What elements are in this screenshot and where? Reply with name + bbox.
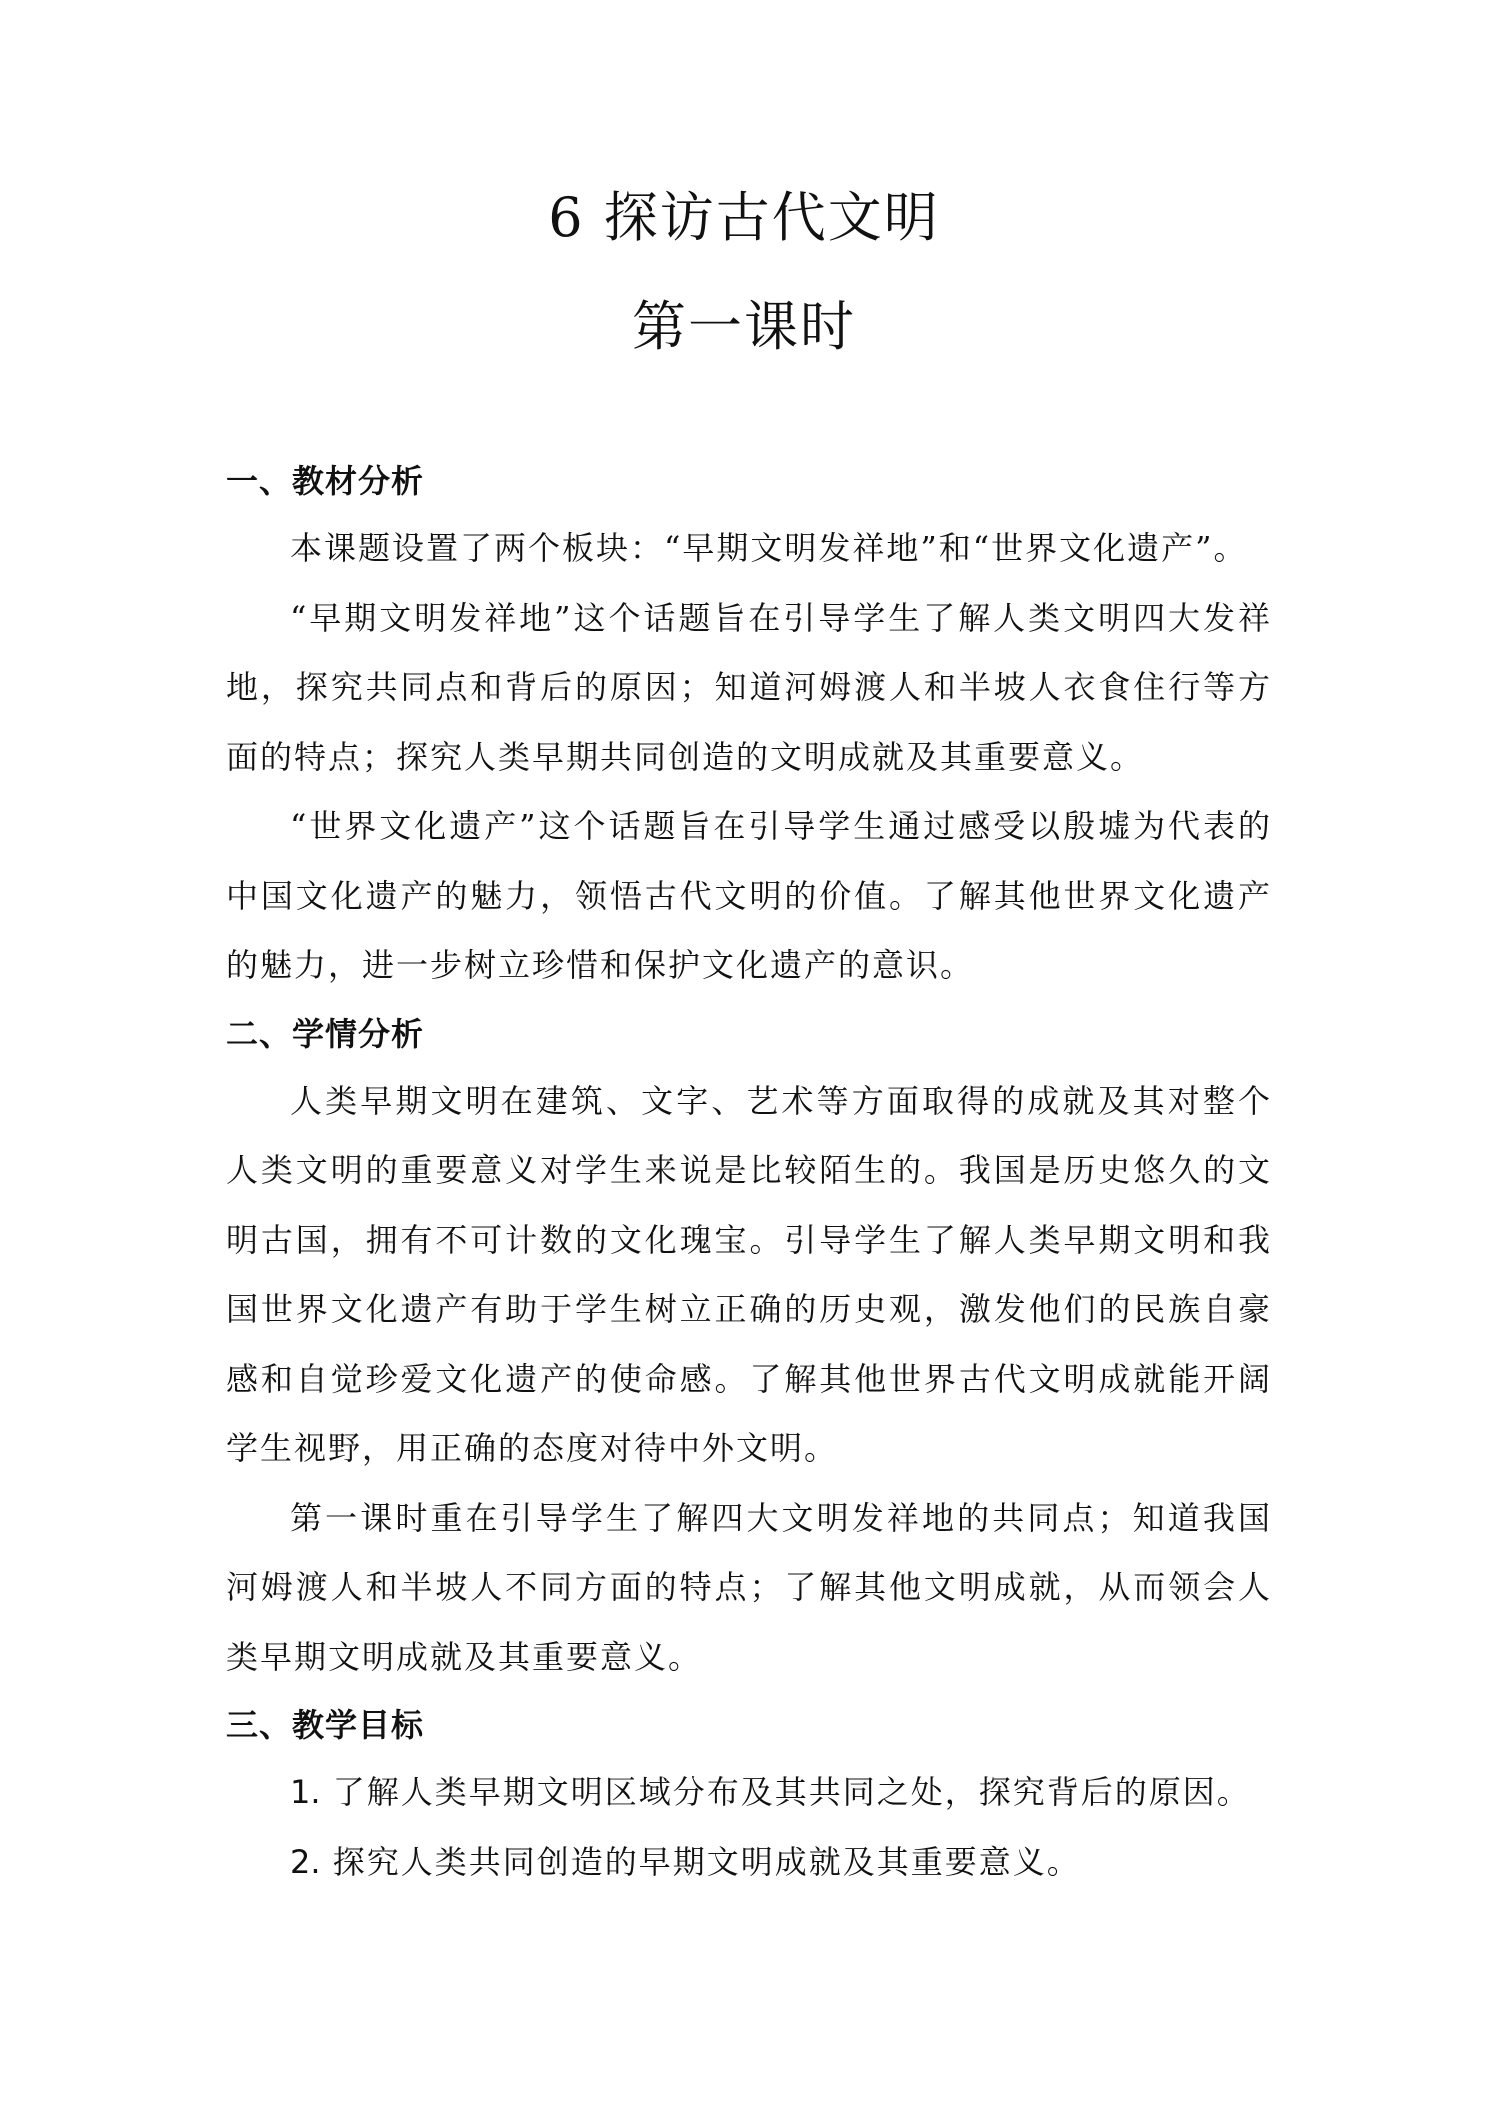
list-item-text: 探究人类共同创造的早期文明成就及其重要意义。 xyxy=(332,1842,1081,1881)
paragraph: 本课题设置了两个板块：“早期文明发祥地”和“世界文化遗产”。 xyxy=(290,529,1248,567)
section-heading-teaching-goals: 三、教学目标 xyxy=(226,1706,425,1744)
list-item xyxy=(226,1758,1272,1828)
list-item xyxy=(226,1828,1272,1898)
section-heading-textbook-analysis: 一、教材分析 xyxy=(226,462,425,500)
paragraph: 人类早期文明在建筑、文字、艺术等方面取得的成就及其对整个人类文明的重要意义对学生来说是比较陌生的。我国是历史悠久的文明古国，拥有不可计数的文化瑰宝。引导学生了解人类早期文明和我国世界文化遗产有助于学生树立正确的历史观，激发他们的民族自豪感和自觉珍爱文化遗产的使命感。了解其他世界古代文明成就能开阔学生视野，用正确的态度对待中外文明。 xyxy=(226,1081,1272,1467)
list-item-text: 了解人类早期文明区域分布及其共同之处，探究背后的原因。 xyxy=(332,1773,1251,1811)
document-body xyxy=(226,448,1272,1897)
page-title: 6 探访古代文明 xyxy=(548,186,940,249)
paragraph: “世界文化遗产”这个话题旨在引导学生通过感受以殷墟为代表的中国文化遗产的魅力，领悟古代文明的价值。了解其他世界文化遗产的魅力，进一步树立珍惜和保护文化遗产的意识。 xyxy=(226,807,1272,984)
page-subtitle: 第一课时 xyxy=(632,295,856,358)
section-heading-student-analysis: 二、学情分析 xyxy=(226,1014,425,1053)
list-item-number: 1. xyxy=(290,1773,321,1811)
paragraph: “早期文明发祥地”这个话题旨在引导学生了解人类文明四大发祥地，探究共同点和背后的原因；知道河姆渡人和半坡人衣食住行等方面的特点；探究人类早期共同创造的文明成就及其重要意义。 xyxy=(226,598,1272,776)
paragraph: 第一课时重在引导学生了解四大文明发祥地的共同点；知道我国河姆渡人和半坡人不同方面的特点；了解其他文明成就，从而领会人类早期文明成就及其重要意义。 xyxy=(226,1498,1272,1676)
list-item-number: 2. xyxy=(290,1842,321,1881)
